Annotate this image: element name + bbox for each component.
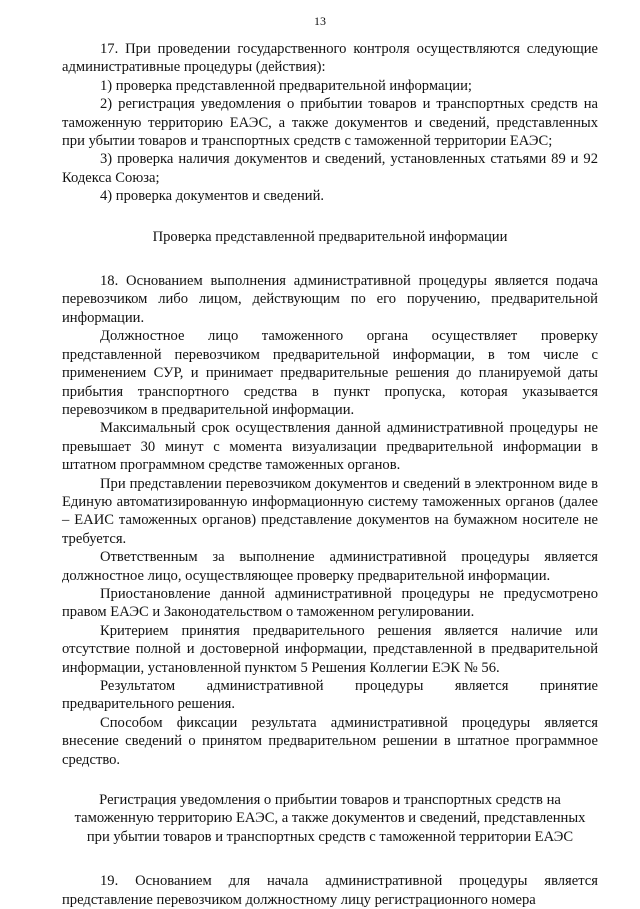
paragraph: Результатом административной процедуры является принятие предварительного решения. (62, 678, 598, 713)
list-item: 1) проверка представленной предварительной информации; (100, 77, 472, 94)
page-number: 13 (314, 14, 326, 28)
list-item: 2) регистрация уведомления о прибытии товаров и транспортных средств на таможенную территорию ЕАЭС, а также документов и сведений, представленных при убытии товаров и транспортных средств с таможенной территории ЕАЭС; (62, 96, 598, 150)
paragraph: Приостановление данной административной процедуры не предусмотрено правом ЕАЭС и Законодательством о таможенном регулировании. (62, 585, 598, 621)
paragraph: Должностное лицо таможенного органа осуществляет проверку представленной перевозчиком предварительной информации, в том числе с применением СУР, и принимает предварительные решения до планируемой даты прибытия транспортного средства в пункт пропуска, которая указывается перевозчиком в предварительной информации. (62, 328, 598, 418)
document-body (62, 40, 598, 909)
intro-paragraph: 17. При проведении государственного контроля осуществляются следующие административные процедуры (действия): (62, 41, 598, 76)
section-heading: Регистрация уведомления о прибытии товаров и транспортных средств на таможенную территорию ЕАЭС, а также документов и сведений, представленных при убытии товаров и транспортных средств с таможенной территории ЕАЭС (74, 792, 586, 845)
paragraph: При представлении перевозчиком документов и сведений в электронном виде в Единую автоматизированную информационную систему таможенных органов (далее – ЕАИС таможенных органов) представление документов на бумажном носителе не требуется. (62, 475, 598, 547)
paragraph: 19. Основанием для начала административной процедуры является представление перевозчиком должностному лицу регистрационного номера (62, 873, 598, 908)
paragraph: Критерием принятия предварительного решения является наличие или отсутствие полной и достоверной информации, представленной в предварительной информации, установленной пунктом 5 Решения Коллегии ЕЭК № 56. (62, 622, 598, 676)
list-item: 3) проверка наличия документов и сведений, установленных статьями 89 и 92 Кодекса Союза; (62, 151, 598, 186)
paragraph: 18. Основанием выполнения административной процедуры является подача перевозчиком либо лицом, действующим по его поручению, предварительной информации. (62, 273, 598, 326)
paragraph: Максимальный срок осуществления данной административной процедуры не превышает 30 минут с момента визуализации предварительной информации в штатном программном средстве таможенных органов. (62, 420, 598, 474)
paragraph: Способом фиксации результата административной процедуры является внесение сведений о принятом предварительном решении в штатное программное средство. (62, 714, 598, 768)
section-heading: Проверка представленной предварительной информации (152, 228, 508, 245)
paragraph: Ответственным за выполнение административной процедуры является должностное лицо, осуществляющее проверку предварительной информации. (62, 549, 598, 584)
list-item: 4) проверка документов и сведений. (100, 188, 325, 205)
